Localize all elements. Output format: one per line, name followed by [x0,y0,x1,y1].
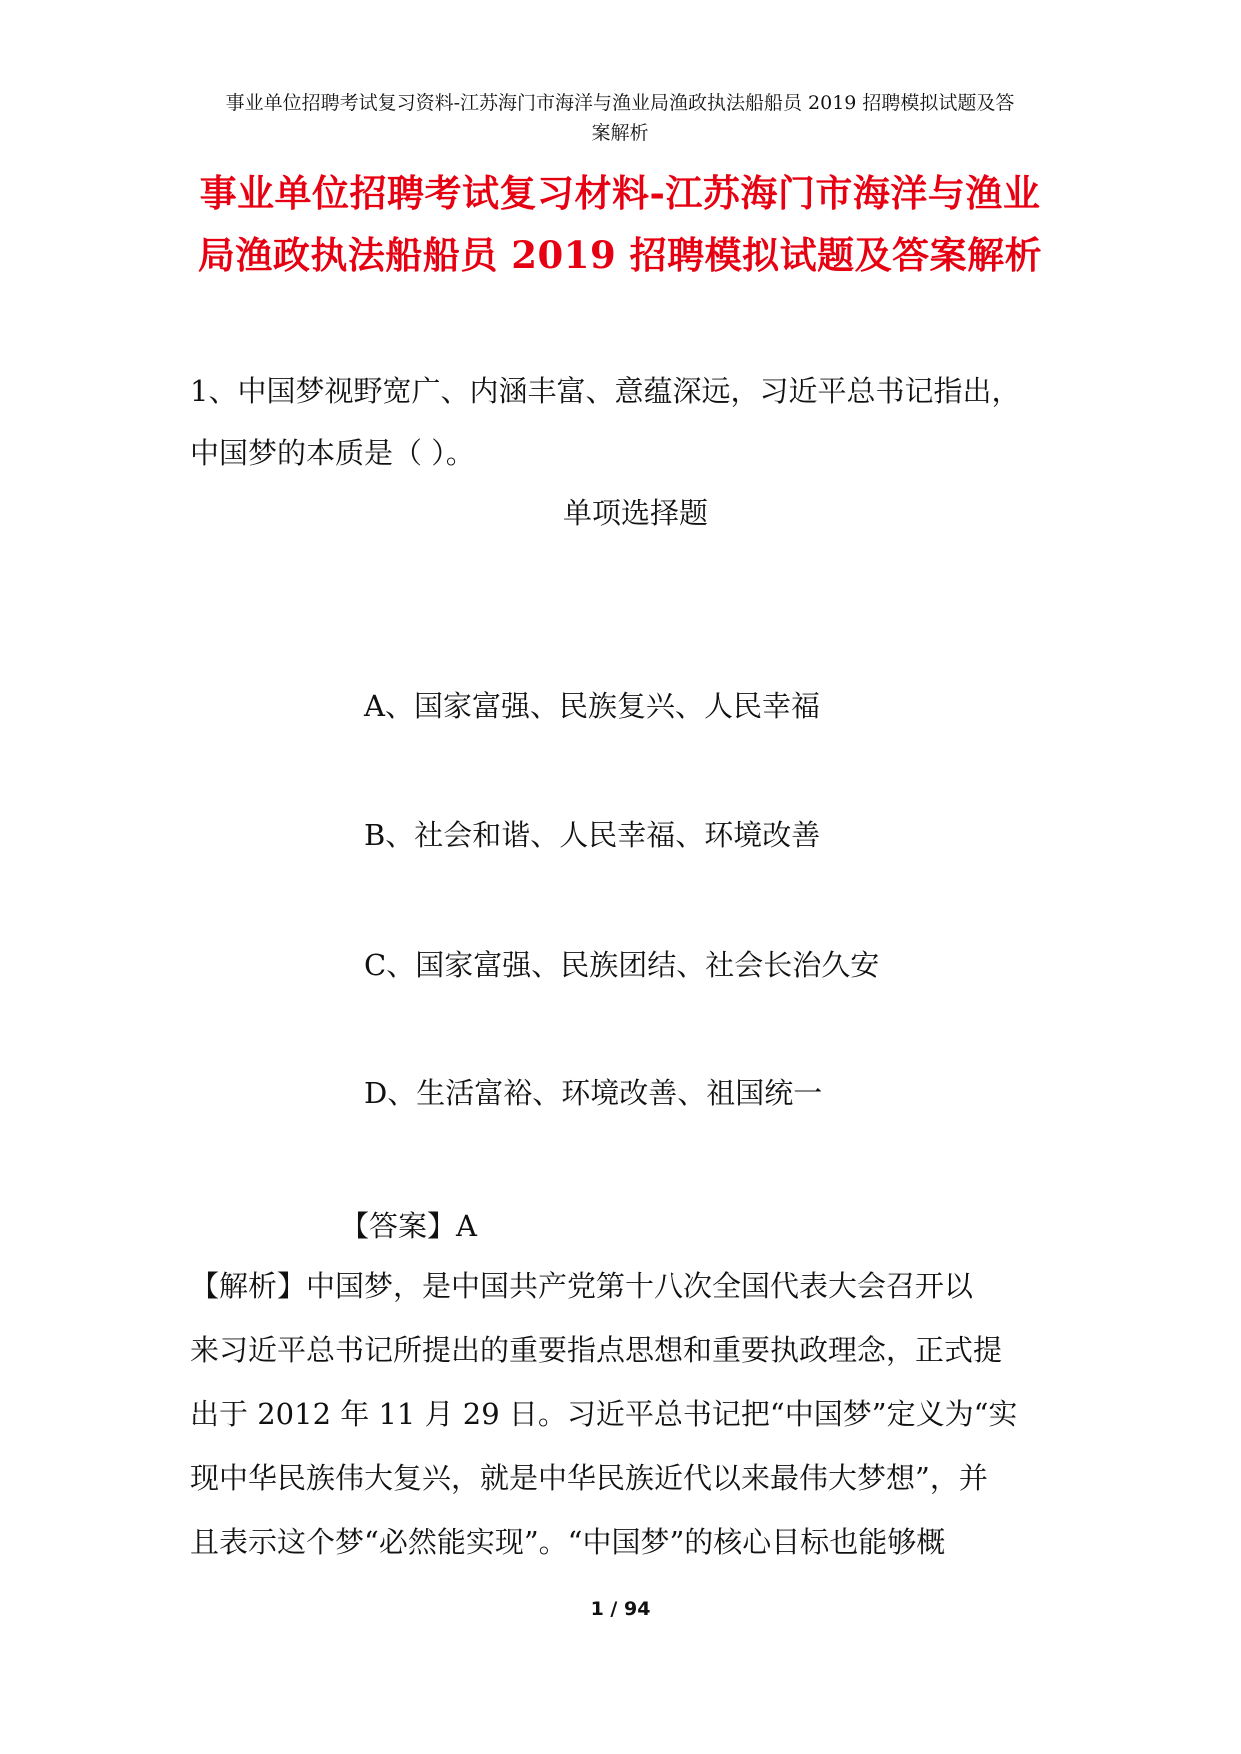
option-c: C、国家富强、民族团结、社会长治久安 [364,948,880,982]
question-stem-line-2: 中国梦的本质是（ ）。 [190,436,475,470]
option-a: A、国家富强、民族复兴、人民幸福 [364,689,820,723]
question-stem-line-1: 1、中国梦视野宽广、内涵丰富、意蕴深远，习近平总书记指出， [190,374,1021,408]
analysis-line-3: 出于 2012 年 11 月 29 日。习近平总书记把“中国梦”定义为“实 [190,1397,1018,1431]
document-title [150,162,1090,286]
running-header [180,88,1060,148]
running-header-line-1: 事业单位招聘考试复习资料-江苏海门市海洋与渔业局渔政执法船船员 2019 招聘模拟试题及答 [225,92,1015,114]
option-b: B、社会和谐、人民幸福、环境改善 [364,818,821,852]
running-header-line-2: 案解析 [591,122,649,144]
analysis [190,1254,1070,1574]
page-number: 1 / 94 [590,1598,651,1620]
analysis-line-5: 且表示这个梦“必然能实现”。“中国梦”的核心目标也能够概 [190,1525,946,1559]
answer: 【答案】A [340,1209,477,1243]
analysis-line-2: 来习近平总书记所提出的重要指点思想和重要执政理念，正式提 [190,1333,1003,1367]
option-d: D、生活富裕、环境改善、祖国统一 [364,1076,823,1110]
question-stem [190,360,1070,484]
analysis-line-4: 现中华民族伟大复兴，就是中华民族近代以来最伟大梦想”，并 [190,1461,988,1495]
analysis-line-1: 【解析】中国梦，是中国共产党第十八次全国代表大会召开以 [190,1269,974,1303]
document-title-line-2: 局渔政执法船船员 2019 招聘模拟试题及答案解析 [197,233,1043,277]
question-type: 单项选择题 [562,496,708,530]
document-title-line-1: 事业单位招聘考试复习材料-江苏海门市海洋与渔业 [199,171,1041,215]
